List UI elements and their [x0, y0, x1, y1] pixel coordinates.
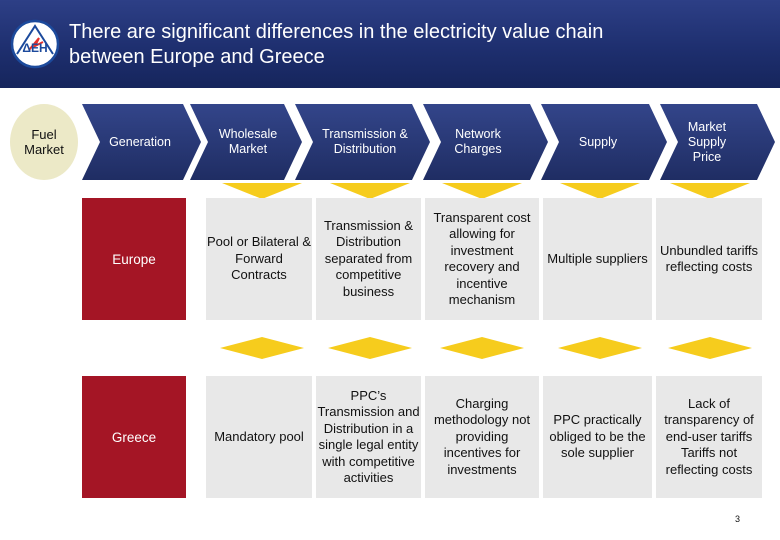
- greece-supply-cell: PPC practically obliged to be the sole supplier: [543, 376, 652, 498]
- stage-transmission-distribution: Transmission & Distribution: [322, 127, 408, 156]
- europe-wholesale-cell: Pool or Bilateral & Forward Contracts: [206, 198, 312, 320]
- down-arrow-icon: [222, 183, 302, 199]
- europe-network-charges-cell: Transparent cost allowing for investment recovery and incentive mechanism: [425, 198, 539, 320]
- row-label-europe: Europe: [82, 198, 186, 320]
- stage-wholesale-market: Wholesale Market: [218, 127, 278, 156]
- fuel-market-label: Fuel Market: [24, 127, 64, 157]
- double-arrow-icon: [558, 337, 642, 359]
- logo-text: ΔΕΗ: [22, 41, 48, 55]
- europe-transmission-cell: Transmission & Distribution separated from competitive business: [316, 198, 421, 320]
- down-arrow-icon: [560, 183, 640, 199]
- double-arrow-icon: [440, 337, 524, 359]
- double-arrow-icon: [668, 337, 752, 359]
- greece-market-price-cell: Lack of transparency of end-user tariffs Tariffs not reflecting costs: [656, 376, 762, 498]
- stage-supply: Supply: [578, 134, 618, 149]
- page-number: 3: [735, 514, 741, 524]
- greece-transmission-cell: PPC’s Transmission and Distribution in a single legal entity with competitive activities: [316, 376, 421, 498]
- down-arrow-icon: [330, 183, 410, 199]
- europe-supply-cell: Multiple suppliers: [543, 198, 652, 320]
- greece-network-charges-cell: Charging methodology not providing incentives for investments: [425, 376, 539, 498]
- double-arrow-icon: [328, 337, 412, 359]
- greece-wholesale-cell: Mandatory pool: [206, 376, 312, 498]
- comparison-arrows: [0, 335, 780, 361]
- row-label-greece: Greece: [82, 376, 186, 498]
- down-arrow-icon: [670, 183, 750, 199]
- stage-generation: Generation: [109, 134, 171, 149]
- double-arrow-icon: [220, 337, 304, 359]
- stage-market-supply-price: Market Supply Price: [687, 119, 727, 164]
- stage-network-charges: Network Charges: [454, 127, 502, 156]
- title-line-1: There are significant differences in the electricity value chain: [69, 21, 604, 43]
- europe-market-price-cell: Unbundled tariffs reflecting costs: [656, 198, 762, 320]
- title-line-2: between Europe and Greece: [69, 46, 325, 68]
- down-arrow-icon: [442, 183, 522, 199]
